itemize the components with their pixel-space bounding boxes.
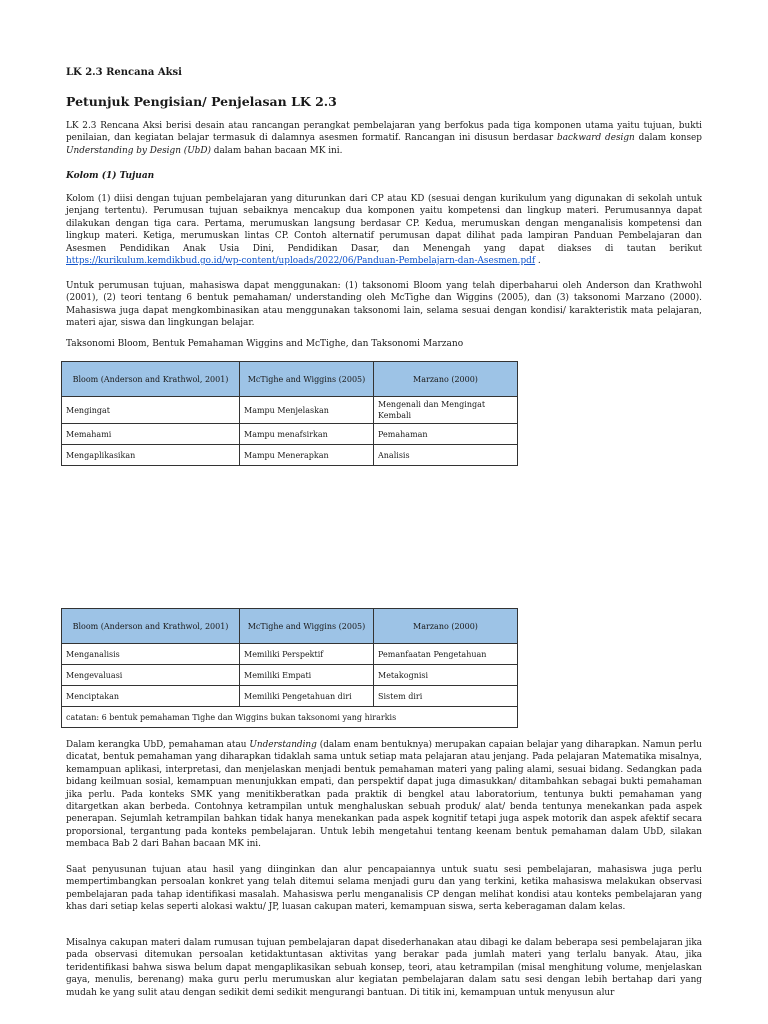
table-cell: Sistem diri xyxy=(374,686,518,707)
table-cell: Mengingat xyxy=(62,397,240,424)
kolom-paragraph xyxy=(66,193,702,267)
table-cell: Menciptakan xyxy=(62,686,240,707)
intro-paragraph xyxy=(66,120,702,157)
table-cell: Pemahaman xyxy=(374,424,518,445)
table-row xyxy=(62,397,518,424)
intro-text-3: dalam bahan bacaan MK ini. xyxy=(210,145,343,156)
header-bloom: Bloom (Anderson and Krathwol, 2001) xyxy=(62,609,240,644)
table-cell: Memahami xyxy=(62,424,240,445)
header-mctighe: McTighe and Wiggins (2005) xyxy=(240,609,374,644)
table-cell: Metakognisi xyxy=(374,665,518,686)
table-cell: Mengevaluasi xyxy=(62,665,240,686)
intro-italic-ubd: Understanding by Design (UbD) xyxy=(66,145,211,156)
table-row xyxy=(62,644,518,665)
ubd-paragraph xyxy=(66,739,702,851)
intro-text-1: LK 2.3 Rencana Aksi berisi desain atau rancangan perangkat pembelajaran yang berfokus pada tiga komponen utama yaitu tujuan, bukti penilaian, dan kegiatan belajar termasuk di dalamnya asesmen formatif. Rancangan ini disusun berdasar xyxy=(66,121,702,144)
table-cell: Memiliki Empati xyxy=(240,665,374,686)
table-cell: Mampu menafsirkan xyxy=(240,424,374,445)
table-cell: Mengenali dan Mengingat Kembali xyxy=(374,397,518,424)
table-cell: Analisis xyxy=(374,445,518,466)
header-bloom: Bloom (Anderson and Krathwol, 2001) xyxy=(62,362,240,397)
table-note-row xyxy=(62,707,518,728)
table-header-row xyxy=(62,609,518,644)
table-cell: Memiliki Pengetahuan diri xyxy=(240,686,374,707)
intro-italic-backward-design: backward design xyxy=(557,133,635,144)
table-cell: Menganalisis xyxy=(62,644,240,665)
table-cell: Memiliki Perspektif xyxy=(240,644,374,665)
table-cell: Pemanfaatan Pengetahuan xyxy=(374,644,518,665)
scope-paragraph: Misalnya cakupan materi dalam rumusan tujuan pembelajaran dapat disederhanakan atau dibagi ke dalam beberapa sesi pembelajaran jika pada observasi ditemukan persoalan ketidaktuntasan aktivitas yang berakar pada jumlah materi yang terlalu banyak. Atau, jika teridentifikasi bahwa siswa belum dapat mengaplikasikan sebuah konsep, teori, atau ketrampilan (misal menghitung volume, menjelaskan gaya, menulis, berenang) maka guru perlu merumuskan alur kegiatan pembelajaran dalam satu sesi dengan lebih bertahap dari yang mudah ke yang sulit atau dengan sedikit demi sedikit mengurangi bantuan. Di titik ini, kemampuan untuk menyusun alur xyxy=(66,938,702,998)
table-row xyxy=(62,665,518,686)
table-cell: Mampu Menjelaskan xyxy=(240,397,374,424)
taxonomy-table-1 xyxy=(61,361,518,466)
table-row xyxy=(62,686,518,707)
ubd-italic-understanding: Understanding xyxy=(249,740,317,750)
taxonomy-paragraph: Untuk perumusan tujuan, mahasiswa dapat menggunakan: (1) taksonomi Bloom yang telah diperbaharui oleh Anderson dan Krathwohl (2001), (2) teori tentang 6 bentuk pemahaman/ understanding oleh McTighe dan Wiggins (2005), dan (3) taksonomi Marzano (2000). Mahasiswa juga dapat mengkombinasikan atau menggunakan taksonomi lain, selama sesuai dengan kondisi/ karakteristik mata pelajaran, materi ajar, siswa dan lingkungan belajar. xyxy=(66,281,702,329)
kolom-text: Kolom (1) diisi dengan tujuan pembelajaran yang diturunkan dari CP atau KD (sesuai dengan kurikulum yang digunakan di sekolah untuk jenjang tertentu). Perumusan tujuan sebaiknya mencakup dua komponen yaitu kompetensi dan lingkup materi. Perumusannya dapat dilakukan dengan tiga cara. Pertama, merumuskan langsung berdasar CP. Kedua, merumuskan dengan menganalisis kompetensi dan lingkup materi. Ketiga, merumuskan lintas CP. Contoh alternatif perumusan dapat dilihat pada lampiran Panduan Pembelajaran dan Asesmen Pendidikan Anak Usia Dini, Pendidikan Dasar, dan Menengah yang dapat diakses di tautan berikut xyxy=(66,194,702,254)
table-caption: Taksonomi Bloom, Bentuk Pemahaman Wiggins and McTighe, dan Taksonomi Marzano xyxy=(66,339,464,349)
kolom-heading: Kolom (1) Tujuan xyxy=(66,171,155,181)
header-mctighe: McTighe and Wiggins (2005) xyxy=(240,362,374,397)
header-marzano: Marzano (2000) xyxy=(374,362,518,397)
header-marzano: Marzano (2000) xyxy=(374,609,518,644)
table-cell: Mengaplikasikan xyxy=(62,445,240,466)
table-row xyxy=(62,424,518,445)
table-cell: Mampu Menerapkan xyxy=(240,445,374,466)
ubd-text-1: Dalam kerangka UbD, pemahaman atau xyxy=(66,740,250,750)
document-title: LK 2.3 Rencana Aksi xyxy=(66,67,182,78)
taxonomy-table-2 xyxy=(61,608,518,728)
panduan-link[interactable]: https://kurikulum.kemdikbud.go.id/wp-content/uploads/2022/06/Panduan-Pembelajarn-dan-Asesmen.pdf xyxy=(66,256,536,267)
intro-text-2: dalam konsep xyxy=(634,133,702,144)
table-row xyxy=(62,445,518,466)
section-heading: Petunjuk Pengisian/ Penjelasan LK 2.3 xyxy=(66,94,337,109)
design-paragraph: Saat penyusunan tujuan atau hasil yang diinginkan dan alur pencapaiannya untuk suatu sesi pembelajaran, mahasiswa juga perlu mempertimbangkan persoalan konkret yang telah ditemui selama menjadi guru dan yang terkini, ketika mahasiswa melakukan observasi pembelajaran pada tahap identifikasi masalah. Mahasiswa perlu menganalisis CP dengan melihat kondisi atau konteks pembelajaran yang khas dari setiap kelas seperti alokasi waktu/ JP, luasan cakupan materi, kemampuan siswa, serta keberagaman dalam kelas. xyxy=(66,865,702,913)
table-header-row xyxy=(62,362,518,397)
kolom-after-link: . xyxy=(535,256,541,267)
table-note: catatan: 6 bentuk pemahaman Tighe dan Wiggins bukan taksonomi yang hirarkis xyxy=(62,707,518,728)
ubd-text-2: (dalam enam bentuknya) merupakan capaian belajar yang diharapkan. Namun perlu dicatat, bentuk pemahaman yang diharapkan tidaklah sama untuk setiap mata pelajaran atau jenjang. Pada pelajaran Matematika misalnya, kemampuan aplikasi, interpretasi, dan menjelaskan menjadi bentuk pemahaman materi yang paling alami, sesuai bidang. Sedangkan pada bidang keilmuan sosial, kemampuan menunjukkan empati, dan perspektif dapat juga dimasukkan/ ditambahkan sebagai bukti pemahaman jika perlu. Pada konteks SMK yang menitikberatkan pada praktik di bengkel atau laboratorium, tentunya bukti pemahaman yang ditargetkan akan berbeda. Contohnya ketrampilan untuk menghaluskan sebuah produk/ alat/ benda tentunya menekankan pada aspek penerapan. Sejumlah ketrampilan bahkan tidak hanya menekankan pada aspek kognitif tetapi juga aspek motorik dan aspek afektif secara proporsional, tergantung pada konteks pembelajaran. Untuk lebih mengetahui tentang keenam bentuk pemahaman dalam UbD, silakan membaca Bab 2 dari Bahan bacaan MK ini. xyxy=(66,740,702,850)
